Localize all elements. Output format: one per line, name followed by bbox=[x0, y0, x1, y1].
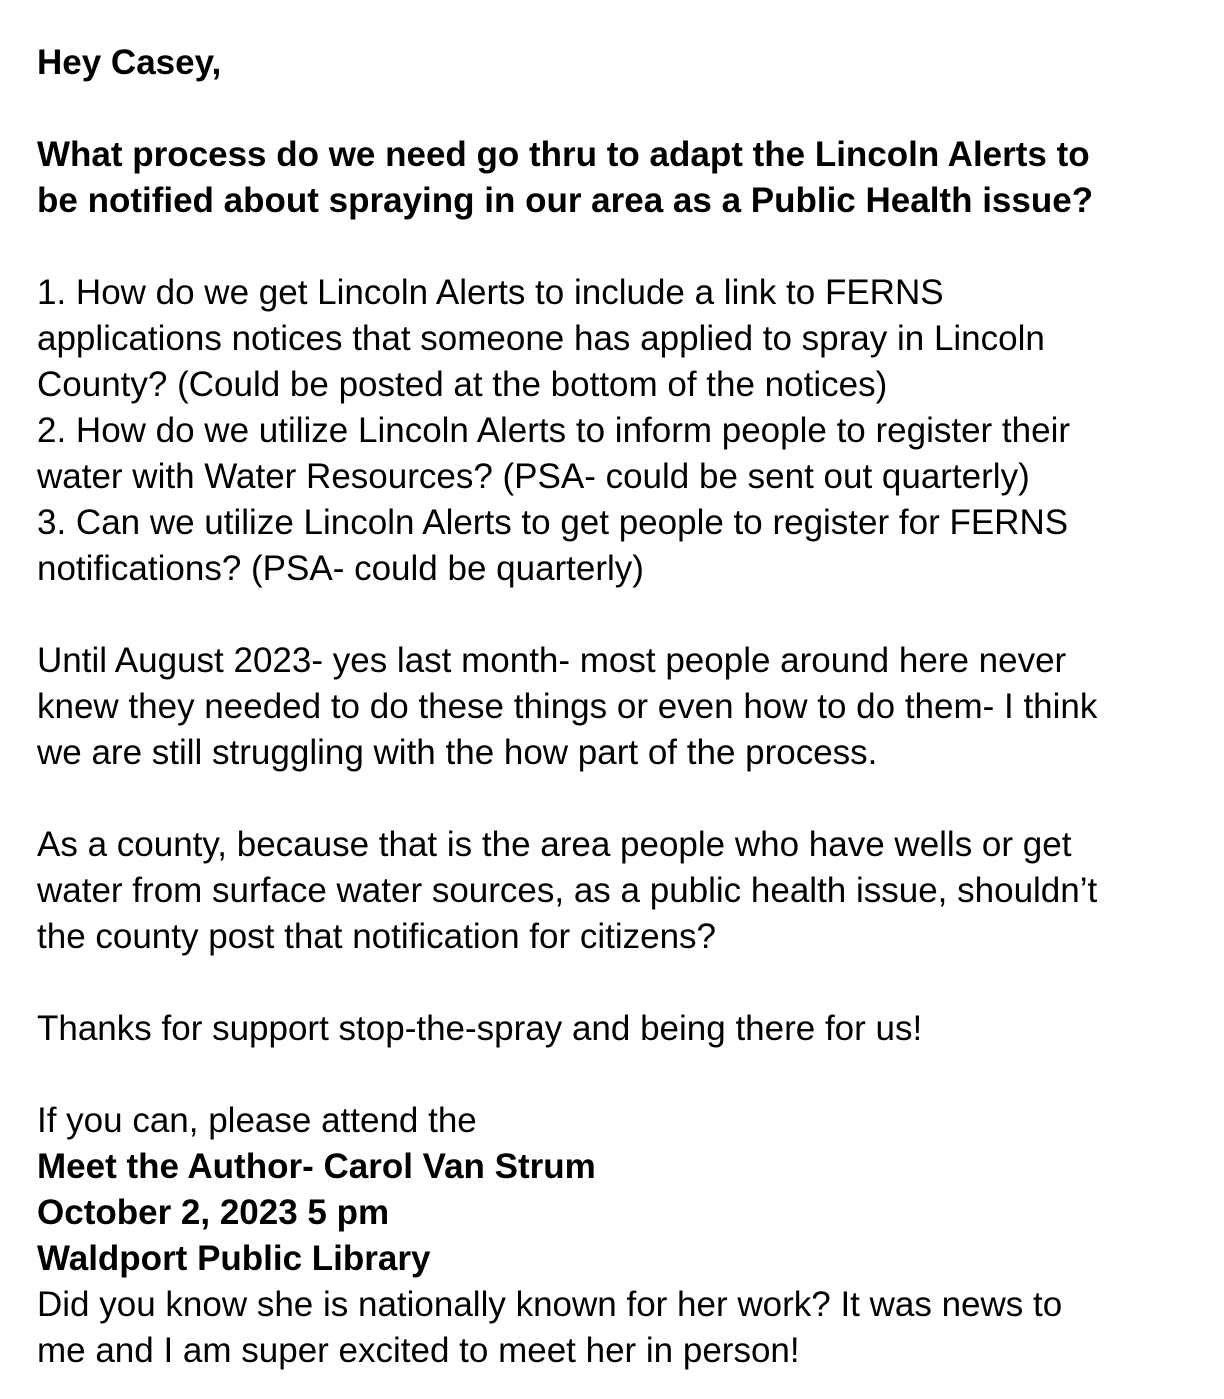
paragraph-line: the county post that notification for citizens? bbox=[37, 917, 716, 956]
list-line: County? (Could be posted at the bottom of the notices) bbox=[37, 365, 888, 404]
invite-intro: If you can, please attend the bbox=[37, 1101, 477, 1140]
question-line: be notified about spraying in our area as a Public Health issue? bbox=[37, 181, 1094, 220]
event-title: Meet the Author- Carol Van Strum bbox=[37, 1147, 596, 1186]
email-body bbox=[37, 40, 1197, 1374]
paragraph-line: As a county, because that is the area people who have wells or get bbox=[37, 825, 1072, 864]
paragraph-line: Until August 2023- yes last month- most people around here never bbox=[37, 641, 1067, 680]
list-line: 1. How do we get Lincoln Alerts to include a link to FERNS bbox=[37, 273, 944, 312]
spacer bbox=[37, 224, 1197, 270]
list-line: notifications? (PSA- could be quarterly) bbox=[37, 549, 644, 588]
question-paragraph bbox=[37, 132, 1197, 224]
paragraph-line: knew they needed to do these things or even how to do them- I think bbox=[37, 687, 1098, 726]
paragraph-line: water from surface water sources, as a public health issue, shouldn’t bbox=[37, 871, 1098, 910]
numbered-questions bbox=[37, 270, 1197, 592]
event-date: October 2, 2023 5 pm bbox=[37, 1193, 390, 1232]
question-line: What process do we need go thru to adapt the Lincoln Alerts to bbox=[37, 135, 1090, 174]
closing-line: me and I am super excited to meet her in person! bbox=[37, 1331, 800, 1370]
spacer bbox=[37, 592, 1197, 638]
event-invite bbox=[37, 1098, 1197, 1374]
spacer bbox=[37, 960, 1197, 1006]
county-paragraph bbox=[37, 822, 1197, 960]
thanks-line: Thanks for support stop-the-spray and being there for us! bbox=[37, 1009, 923, 1048]
until-paragraph bbox=[37, 638, 1197, 776]
spacer bbox=[37, 86, 1197, 132]
spacer bbox=[37, 1052, 1197, 1098]
event-location: Waldport Public Library bbox=[37, 1239, 431, 1278]
list-line: water with Water Resources? (PSA- could be sent out quarterly) bbox=[37, 457, 1030, 496]
greeting: Hey Casey, bbox=[37, 43, 222, 82]
list-line: 3. Can we utilize Lincoln Alerts to get people to register for FERNS bbox=[37, 503, 1069, 542]
paragraph-line: we are still struggling with the how part of the process. bbox=[37, 733, 878, 772]
spacer bbox=[37, 776, 1197, 822]
list-line: 2. How do we utilize Lincoln Alerts to inform people to register their bbox=[37, 411, 1071, 450]
list-line: applications notices that someone has applied to spray in Lincoln bbox=[37, 319, 1045, 358]
closing-line: Did you know she is nationally known for her work? It was news to bbox=[37, 1285, 1063, 1324]
